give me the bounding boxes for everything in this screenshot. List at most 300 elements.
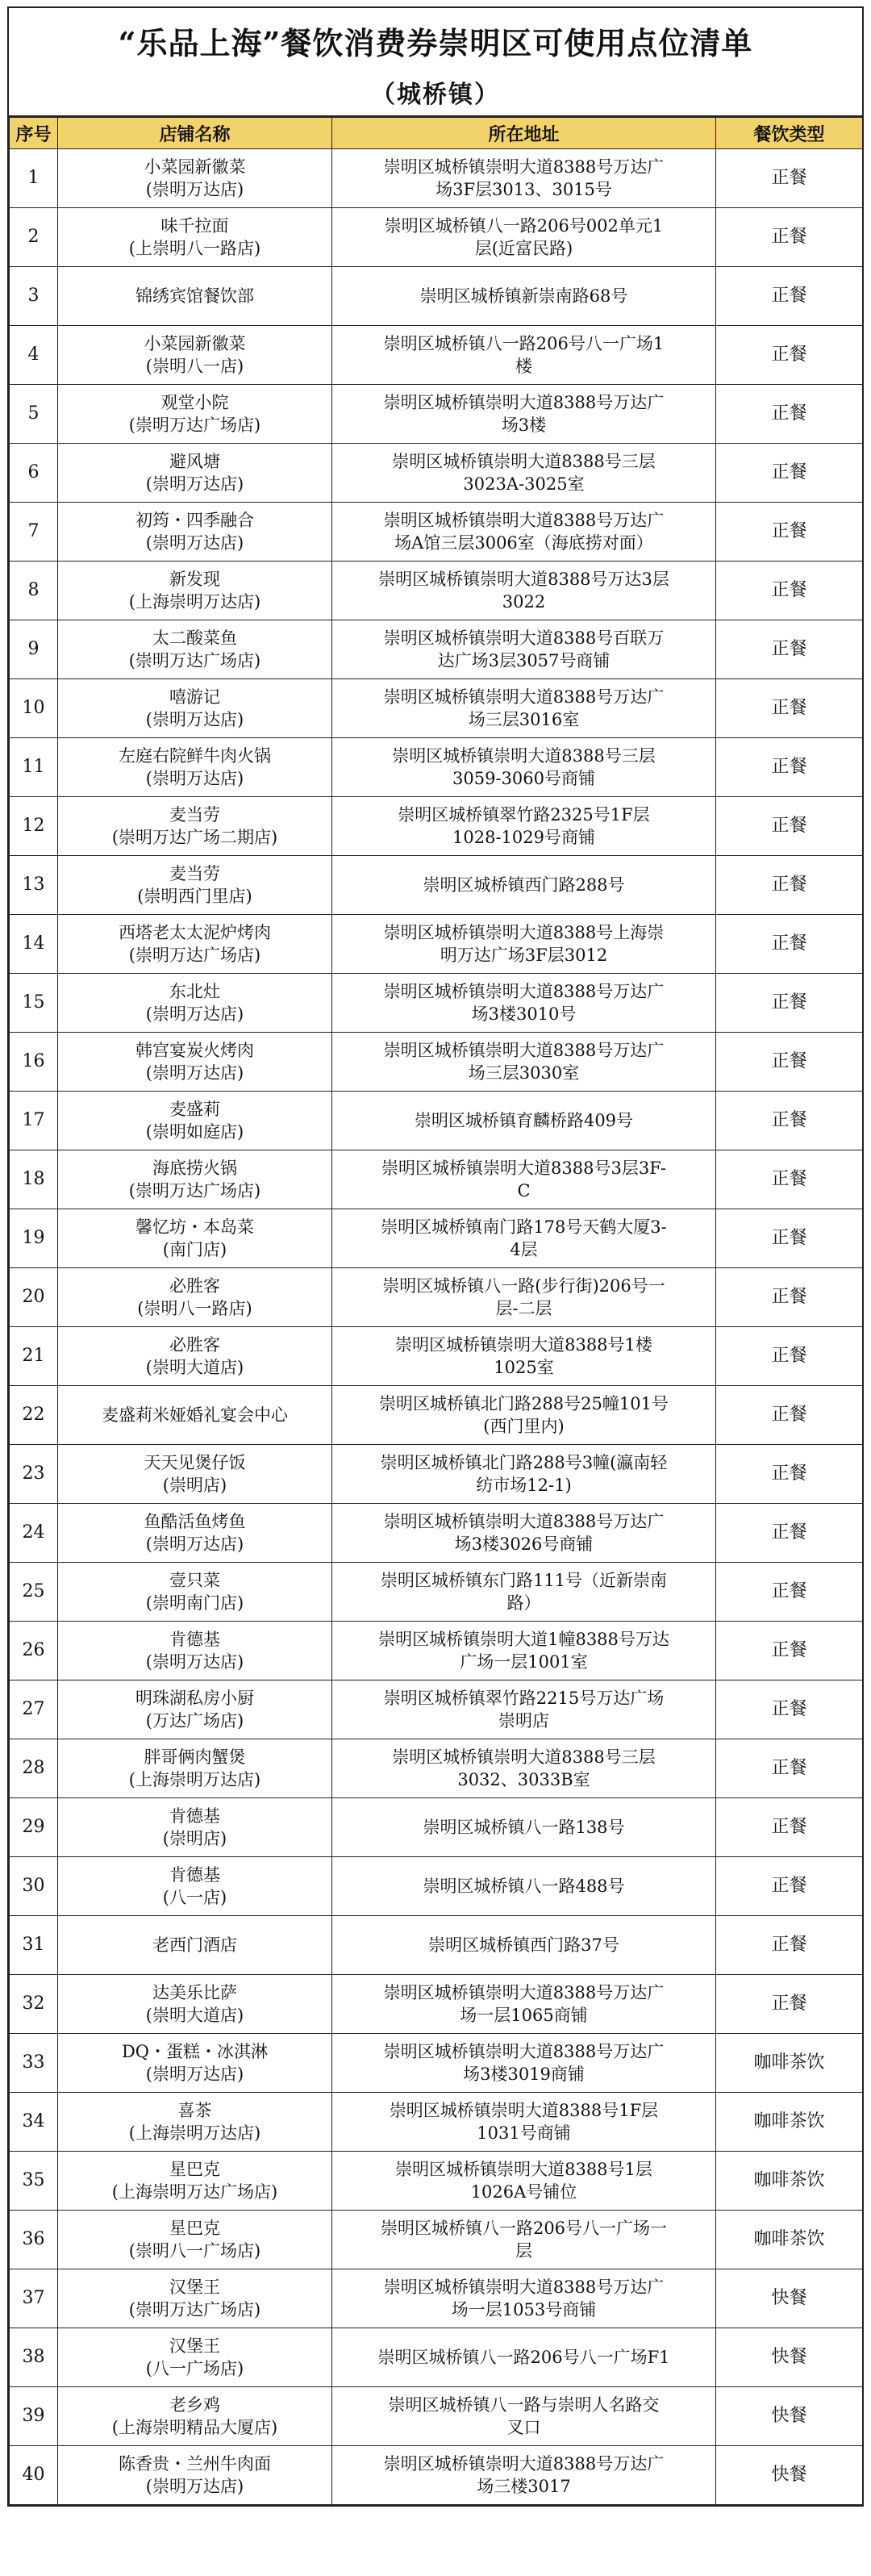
shop-name-cell [58, 1622, 332, 1680]
shop-branch: (崇明万达店) [145, 474, 244, 494]
shop-name-cell [58, 1150, 332, 1209]
row-index: 20 [10, 1268, 58, 1327]
shop-branch: (崇明大道店) [145, 1358, 244, 1377]
category-cell: 正餐 [716, 1622, 863, 1680]
header-shop-name: 店铺名称 [58, 118, 332, 149]
category-cell: 正餐 [716, 738, 863, 797]
address-cell [332, 1268, 716, 1327]
table-row [10, 738, 863, 797]
shop-name: 小菜园新徽菜 [144, 334, 246, 353]
table-row [10, 915, 863, 974]
shop-name: 明珠湖私房小厨 [135, 1689, 254, 1708]
shop-name: DQ・蛋糕・冰淇淋 [121, 2042, 269, 2061]
table-row [10, 1798, 863, 1857]
address-line: 崇明区城桥镇翠竹路2325号1F层 [398, 805, 650, 825]
shop-branch: (崇明万达店) [145, 1063, 244, 1083]
shop-name-cell [58, 1798, 332, 1857]
shop-branch: (崇明店) [162, 1476, 227, 1495]
row-index: 25 [10, 1563, 58, 1622]
row-index: 27 [10, 1680, 58, 1739]
shop-name: 锦绣宾馆餐饮部 [135, 286, 254, 306]
shop-name: 肯德基 [169, 1806, 220, 1826]
address-line: 崇明区城桥镇八一路206号八一广场一 [380, 2219, 668, 2238]
shop-name: 麦当劳 [169, 805, 220, 825]
address-line: 场A馆三层3006室（海底捞对面） [394, 533, 653, 553]
address-line: 路） [506, 1593, 541, 1613]
address-line: 3022 [502, 592, 546, 612]
address-line: 崇明店 [498, 1711, 549, 1731]
table-row [10, 1268, 863, 1327]
category-cell: 正餐 [716, 1916, 863, 1975]
shop-name-cell [58, 2328, 332, 2387]
address-cell [332, 562, 716, 620]
shop-branch: (崇明八一店) [145, 357, 244, 376]
address-line: 崇明区城桥镇崇明大道8388号上海崇 [383, 923, 665, 942]
address-line: 崇明区城桥镇崇明大道8388号万达广 [383, 2042, 665, 2061]
table-row [10, 1563, 863, 1622]
address-line: (西门里内) [483, 1417, 565, 1436]
category-cell: 正餐 [716, 620, 863, 679]
row-index: 23 [10, 1445, 58, 1504]
shop-name: 星巴克 [169, 2160, 220, 2179]
row-index: 14 [10, 915, 58, 974]
shop-name: 肯德基 [169, 1630, 220, 1649]
shop-branch: (上海崇明精品大厦店) [111, 2418, 278, 2437]
table-row [10, 1916, 863, 1975]
address-line: 崇明区城桥镇南门路178号天鹤大厦3- [381, 1217, 667, 1237]
table-row [10, 2093, 863, 2152]
category-cell: 正餐 [716, 797, 863, 856]
shop-name-cell [58, 1092, 332, 1150]
address-line: 崇明区城桥镇翠竹路2215号万达广场 [383, 1689, 665, 1708]
shop-branch: (上海崇明万达广场店) [111, 2182, 278, 2202]
address-cell [332, 1150, 716, 1209]
address-cell [332, 620, 716, 679]
address-cell [332, 1857, 716, 1916]
address-cell [332, 326, 716, 385]
shop-branch: (上崇明八一路店) [128, 239, 261, 258]
category-cell: 正餐 [716, 149, 863, 208]
row-index: 39 [10, 2387, 58, 2446]
shop-branch: (崇明万达广场店) [128, 946, 261, 965]
address-cell [332, 1622, 716, 1680]
address-line: 崇明区城桥镇八一路488号 [423, 1877, 625, 1896]
category-cell: 正餐 [716, 679, 863, 738]
category-cell: 咖啡茶饮 [716, 2211, 863, 2269]
address-cell [332, 1033, 716, 1092]
shop-name-cell [58, 503, 332, 562]
address-line: C [517, 1181, 531, 1200]
table-header-row [10, 118, 863, 149]
address-line: 1028-1029号商铺 [452, 828, 595, 847]
address-line: 场三层3030室 [468, 1063, 580, 1083]
address-cell [332, 208, 716, 267]
address-line: 场3楼3026号商铺 [454, 1534, 594, 1554]
table-row [10, 1327, 863, 1386]
category-cell: 正餐 [716, 1268, 863, 1327]
shop-name: 天天见煲仔饭 [144, 1453, 246, 1472]
address-cell [332, 974, 716, 1033]
table-row [10, 1739, 863, 1798]
shop-name-cell [58, 208, 332, 267]
document-sheet [7, 6, 864, 2507]
address-cell [332, 738, 716, 797]
shop-branch: (八一广场店) [145, 2359, 244, 2378]
table-row [10, 2328, 863, 2387]
shop-branch: (崇明万达店) [145, 1534, 244, 1554]
shop-branch: (崇明万达店) [145, 710, 244, 729]
shop-name: 达美乐比萨 [152, 1983, 237, 2002]
table-row [10, 2387, 863, 2446]
shop-name-cell [58, 1975, 332, 2034]
address-line: 崇明区城桥镇崇明大道8388号1层 [395, 2160, 652, 2179]
row-index: 28 [10, 1739, 58, 1798]
address-line: 场3楼3010号 [471, 1004, 577, 1024]
row-index: 10 [10, 679, 58, 738]
shop-name-cell [58, 2446, 332, 2505]
category-cell: 正餐 [716, 1150, 863, 1209]
table-row [10, 679, 863, 738]
row-index: 19 [10, 1209, 58, 1268]
row-index: 7 [10, 503, 58, 562]
address-line: 广场一层1001室 [460, 1652, 588, 1672]
address-line: 楼 [515, 357, 532, 376]
category-cell: 快餐 [716, 2328, 863, 2387]
shop-branch: (崇明万达广场店) [128, 415, 261, 435]
category-cell: 快餐 [716, 2446, 863, 2505]
address-cell [332, 2387, 716, 2446]
venue-table [9, 117, 863, 2505]
category-cell: 正餐 [716, 562, 863, 620]
shop-branch: (崇明八一路店) [137, 1299, 252, 1318]
row-index: 29 [10, 1798, 58, 1857]
category-cell: 正餐 [716, 267, 863, 326]
table-row [10, 1033, 863, 1092]
address-line: 纺市场12-1) [476, 1476, 572, 1495]
address-line: 崇明区城桥镇八一路206号002单元1 [384, 216, 664, 236]
address-cell [332, 1504, 716, 1563]
table-row [10, 385, 863, 444]
header-address: 所在地址 [332, 118, 716, 149]
address-cell [332, 267, 716, 326]
category-cell: 咖啡茶饮 [716, 2152, 863, 2211]
category-cell: 正餐 [716, 1033, 863, 1092]
row-index: 21 [10, 1327, 58, 1386]
shop-branch: (崇明八一广场店) [128, 2241, 261, 2261]
shop-name: 左庭右院鲜牛肉火锅 [119, 746, 271, 766]
address-cell [332, 2328, 716, 2387]
shop-name: 星巴克 [169, 2219, 220, 2238]
shop-name: 汉堡王 [169, 2336, 220, 2356]
header-category: 餐饮类型 [716, 118, 863, 149]
address-cell [332, 1209, 716, 1268]
address-line: 崇明区城桥镇崇明大道8388号3层3F- [381, 1159, 666, 1178]
shop-name-cell [58, 1445, 332, 1504]
address-line: 崇明区城桥镇崇明大道8388号万达广 [383, 1041, 665, 1060]
table-row [10, 974, 863, 1033]
shop-name: 初筠・四季融合 [135, 511, 254, 530]
table-row [10, 208, 863, 267]
row-index: 24 [10, 1504, 58, 1563]
address-cell [332, 444, 716, 503]
address-line: 崇明区城桥镇崇明大道8388号万达广 [383, 1512, 665, 1531]
shop-name: 海底捞火锅 [152, 1159, 237, 1178]
address-cell [332, 503, 716, 562]
row-index: 1 [10, 149, 58, 208]
shop-name-cell [58, 385, 332, 444]
category-cell: 咖啡茶饮 [716, 2093, 863, 2152]
table-row [10, 1092, 863, 1150]
address-line: 场三层3016室 [468, 710, 580, 729]
table-row [10, 1975, 863, 2034]
table-row [10, 2152, 863, 2211]
address-line: 3023A-3025室 [463, 474, 585, 494]
shop-branch: (万达广场店) [145, 1711, 244, 1731]
table-row [10, 326, 863, 385]
row-index: 16 [10, 1033, 58, 1092]
address-line: 崇明区城桥镇八一路206号八一广场1 [383, 334, 665, 353]
row-index: 3 [10, 267, 58, 326]
address-cell [332, 1327, 716, 1386]
table-row [10, 2211, 863, 2269]
category-cell: 咖啡茶饮 [716, 2034, 863, 2093]
table-row [10, 503, 863, 562]
shop-name: 太二酸菜鱼 [152, 628, 237, 648]
address-cell [332, 1798, 716, 1857]
shop-branch: (上海崇明万达店) [128, 592, 261, 612]
shop-name: 味千拉面 [160, 216, 229, 236]
shop-name-cell [58, 1739, 332, 1798]
address-cell [332, 2093, 716, 2152]
shop-branch: (崇明万达广场店) [128, 2300, 261, 2319]
category-cell: 正餐 [716, 1975, 863, 2034]
address-cell [332, 2211, 716, 2269]
row-index: 32 [10, 1975, 58, 2034]
shop-branch: (崇明大道店) [145, 2006, 244, 2025]
address-line: 崇明区城桥镇北门路288号25幢101号 [379, 1394, 669, 1413]
address-line: 崇明区城桥镇崇明大道8388号万达广 [383, 1983, 665, 2002]
address-line: 层-二层 [495, 1299, 552, 1318]
shop-name-cell [58, 679, 332, 738]
row-index: 15 [10, 974, 58, 1033]
shop-branch: (崇明如庭店) [145, 1122, 244, 1142]
address-line: 崇明区城桥镇崇明大道1幢8388号万达 [378, 1630, 669, 1649]
address-line: 4层 [510, 1240, 538, 1259]
address-line: 明万达广场3F层3012 [440, 946, 608, 965]
category-cell: 正餐 [716, 1445, 863, 1504]
address-line: 崇明区城桥镇崇明大道8388号1楼 [395, 1335, 652, 1355]
shop-branch: (崇明店) [162, 1829, 227, 1848]
address-cell [332, 2446, 716, 2505]
address-cell [332, 2152, 716, 2211]
row-index: 9 [10, 620, 58, 679]
address-cell [332, 1916, 716, 1975]
shop-name-cell [58, 2152, 332, 2211]
address-line: 崇明区城桥镇八一路206号八一广场F1 [377, 2348, 670, 2367]
address-line: 崇明区城桥镇崇明大道8388号万达广 [383, 157, 665, 177]
table-row [10, 562, 863, 620]
shop-branch: (崇明万达店) [145, 533, 244, 553]
row-index: 6 [10, 444, 58, 503]
address-cell [332, 2269, 716, 2328]
category-cell: 正餐 [716, 1798, 863, 1857]
shop-name-cell [58, 326, 332, 385]
row-index: 12 [10, 797, 58, 856]
address-line: 崇明区城桥镇崇明大道8388号三层 [392, 452, 656, 471]
shop-name: 陈香贵・兰州牛肉面 [119, 2454, 271, 2474]
shop-name-cell [58, 1386, 332, 1445]
shop-name-cell [58, 915, 332, 974]
category-cell: 正餐 [716, 1327, 863, 1386]
address-line: 崇明区城桥镇北门路288号3幢(瀛南轻 [380, 1453, 668, 1472]
category-cell: 正餐 [716, 444, 863, 503]
address-line: 崇明区城桥镇崇明大道8388号万达广 [383, 982, 665, 1001]
shop-branch: (崇明万达店) [145, 180, 244, 199]
shop-branch: (崇明万达店) [145, 2065, 244, 2084]
address-cell [332, 679, 716, 738]
shop-name-cell [58, 1033, 332, 1092]
address-cell [332, 149, 716, 208]
table-row [10, 1622, 863, 1680]
address-line: 崇明区城桥镇崇明大道8388号三层 [392, 746, 656, 766]
row-index: 13 [10, 856, 58, 915]
shop-name-cell [58, 738, 332, 797]
address-cell [332, 1386, 716, 1445]
row-index: 37 [10, 2269, 58, 2328]
category-cell: 正餐 [716, 1386, 863, 1445]
shop-name-cell [58, 2269, 332, 2328]
address-line: 崇明区城桥镇崇明大道8388号万达广 [383, 687, 665, 707]
category-cell: 快餐 [716, 2269, 863, 2328]
category-cell: 正餐 [716, 208, 863, 267]
title-block [9, 8, 862, 117]
row-index: 26 [10, 1622, 58, 1680]
address-line: 场三楼3017 [477, 2477, 571, 2496]
shop-name: 胖哥俩肉蟹煲 [144, 1747, 246, 1767]
table-row [10, 1386, 863, 1445]
document-title: “乐品上海”餐饮消费券崇明区可使用点位清单 [118, 25, 753, 61]
shop-name: 喜茶 [177, 2101, 212, 2120]
shop-name: 老西门酒店 [152, 1935, 237, 1955]
address-line: 1026A号铺位 [470, 2182, 577, 2202]
category-cell: 正餐 [716, 1680, 863, 1739]
table-row [10, 797, 863, 856]
shop-name: 新发现 [169, 570, 220, 589]
shop-name-cell [58, 1268, 332, 1327]
shop-branch: (上海崇明万达店) [128, 2123, 261, 2143]
header-index: 序号 [10, 118, 58, 149]
address-line: 崇明区城桥镇崇明大道8388号万达广 [383, 393, 665, 412]
address-cell [332, 1092, 716, 1150]
shop-name: 观堂小院 [160, 393, 229, 412]
table-row [10, 1150, 863, 1209]
shop-name: 嘻游记 [169, 687, 220, 707]
shop-name-cell [58, 1327, 332, 1386]
address-line: 崇明区城桥镇崇明大道8388号万达广 [383, 2277, 665, 2297]
row-index: 31 [10, 1916, 58, 1975]
address-line: 崇明区城桥镇东门路111号（近新崇南 [380, 1571, 668, 1590]
shop-branch: (崇明万达广场二期店) [111, 828, 278, 847]
shop-name-cell [58, 562, 332, 620]
shop-name: 麦当劳 [169, 864, 220, 883]
document-subtitle: （城桥镇） [371, 81, 500, 109]
shop-name-cell [58, 267, 332, 326]
shop-name: 西塔老太太泥炉烤肉 [119, 923, 271, 942]
shop-name-cell [58, 1680, 332, 1739]
shop-branch: (崇明南门店) [145, 1593, 244, 1613]
address-line: 崇明区城桥镇崇明大道8388号三层 [392, 1747, 656, 1767]
table-body [10, 149, 863, 2505]
shop-name: 老乡鸡 [169, 2395, 220, 2415]
address-line: 场3楼 [501, 415, 547, 435]
address-cell [332, 915, 716, 974]
table-row [10, 2269, 863, 2328]
address-cell [332, 1739, 716, 1798]
row-index: 34 [10, 2093, 58, 2152]
shop-name-cell [58, 620, 332, 679]
shop-name: 麦盛莉 [169, 1100, 220, 1119]
address-line: 达广场3层3057号商铺 [437, 651, 611, 670]
shop-name-cell [58, 149, 332, 208]
category-cell: 正餐 [716, 974, 863, 1033]
shop-name-cell [58, 974, 332, 1033]
table-row [10, 1680, 863, 1739]
table-row [10, 444, 863, 503]
category-cell: 正餐 [716, 1563, 863, 1622]
shop-branch: (崇明西门里店) [137, 887, 252, 906]
shop-name: 东北灶 [169, 982, 220, 1001]
table-row [10, 1504, 863, 1563]
row-index: 17 [10, 1092, 58, 1150]
address-line: 3059-3060号商铺 [452, 769, 595, 788]
row-index: 2 [10, 208, 58, 267]
shop-branch: (崇明万达店) [145, 1652, 244, 1672]
shop-name-cell [58, 1504, 332, 1563]
table-row [10, 1445, 863, 1504]
category-cell: 正餐 [716, 1092, 863, 1150]
shop-name-cell [58, 444, 332, 503]
shop-name-cell [58, 2093, 332, 2152]
shop-name: 壹只菜 [169, 1571, 220, 1590]
table-row [10, 1857, 863, 1916]
address-line: 崇明区城桥镇西门路288号 [423, 875, 625, 895]
address-cell [332, 1445, 716, 1504]
category-cell: 正餐 [716, 1504, 863, 1563]
row-index: 18 [10, 1150, 58, 1209]
address-line: 叉口 [506, 2418, 541, 2437]
table-row [10, 2446, 863, 2505]
address-line: 崇明区城桥镇八一路(步行街)206号一 [382, 1276, 665, 1296]
address-line: 场3F层3013、3015号 [436, 180, 612, 199]
shop-name-cell [58, 856, 332, 915]
row-index: 35 [10, 2152, 58, 2211]
address-line: 场一层1053号商铺 [451, 2300, 597, 2319]
address-cell [332, 1563, 716, 1622]
shop-name: 必胜客 [169, 1335, 220, 1355]
shop-name: 麦盛莉米娅婚礼宴会中心 [102, 1405, 288, 1425]
shop-name-cell [58, 1916, 332, 1975]
address-cell [332, 2034, 716, 2093]
address-line: 1025室 [494, 1358, 554, 1377]
address-line: 场一层1065商铺 [460, 2006, 588, 2025]
shop-name: 小菜园新徽菜 [144, 157, 246, 177]
shop-branch: (崇明万达广场店) [128, 651, 261, 670]
address-cell [332, 1680, 716, 1739]
shop-branch: (崇明万达广场店) [128, 1181, 261, 1200]
shop-branch: (八一店) [162, 1888, 227, 1907]
row-index: 22 [10, 1386, 58, 1445]
address-line: 崇明区城桥镇西门路37号 [428, 1935, 619, 1955]
